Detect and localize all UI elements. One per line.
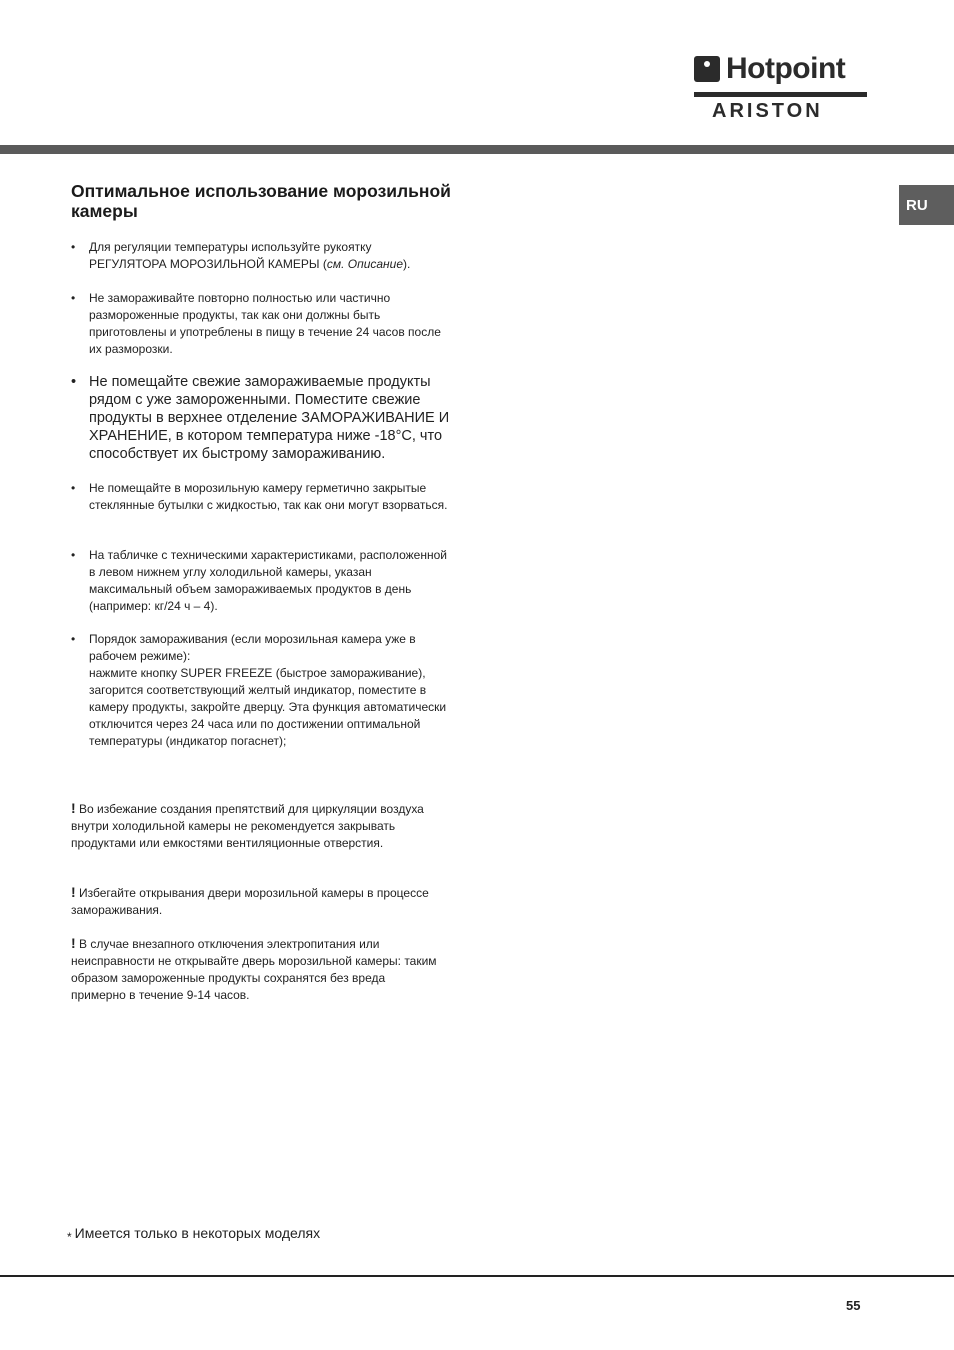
bullet-text: На табличке с техническими характеристиками, расположенной в левом нижнем углу холодильной камеры, указан максимальный объем замораживаемых продуктов в день (например: кг/24 ч – 4).: [89, 548, 447, 613]
note-text: В случае внезапного отключения электропитания или неисправности не открывайте дверь морозильной камеры: таким образом замороженные продукты сохранятся без вреда примерно в течение 9-14 часов.: [71, 937, 437, 1002]
bullet-text-tail: ).: [403, 257, 411, 271]
footnote: [67, 1224, 320, 1246]
list-item: [71, 631, 451, 750]
exclamation-icon: !: [71, 800, 76, 816]
exclamation-icon: !: [71, 884, 76, 900]
warning-note: [71, 800, 441, 852]
language-tab: RU: [899, 185, 954, 225]
note-text: Во избежание создания препятствий для циркуляции воздуха внутри холодильной камеры не рекомендуется закрывать продуктами или емкостями вентиляционные отверстия.: [71, 802, 424, 850]
list-item: [71, 239, 451, 273]
reference-italic: см. Описание: [326, 257, 404, 271]
bullet-text: Не помещайте свежие замораживаемые продукты рядом с уже замороженными. Поместите свежие продукты в верхнее отделение ЗАМОРАЖИВАНИЕ И ХРАНЕНИЕ, в котором температура ниже -18°C, что способствует их быстрому замораживанию.: [89, 374, 450, 462]
bullet-text: Не замораживайте повторно полностью или частично размороженные продукты, так как они должны быть приготовлены и употреблены в пищу в течение 24 часов после их разморозки.: [89, 291, 441, 356]
logo-wordmark: Hotpoint: [726, 52, 846, 85]
brand-logo: [694, 52, 868, 124]
warning-note: [71, 884, 441, 919]
bullet-marker: •: [71, 481, 76, 495]
bullet-text: нажмите кнопку SUPER FREEZE (быстрое замораживание), загорится соответствующий желтый индикатор, поместите в камеру продукты, закройте дверцу. Эта функция автоматически отключится через 24 часа или по достижении оптимальной температуры (индикатор погаснет);: [89, 666, 447, 748]
bullet-text: Порядок замораживания (если морозильная камера уже в рабочем режиме):: [89, 632, 416, 663]
footnote-text: Имеется только в некоторых моделях: [74, 1225, 321, 1241]
bullet-marker: •: [71, 632, 76, 646]
warning-note: [71, 935, 441, 1004]
note-text: Избегайте открывания двери морозильной камеры в процессе замораживания.: [71, 886, 429, 917]
bullet-marker: •: [71, 548, 76, 562]
page-number: 55: [846, 1298, 861, 1313]
asterisk-icon: *: [67, 1230, 72, 1244]
logo-mark-icon: [694, 56, 720, 82]
header-bar: [0, 145, 954, 154]
bullet-marker: •: [71, 374, 77, 390]
footer-rule: [0, 1275, 954, 1277]
exclamation-icon: !: [71, 935, 76, 951]
bullet-text: Не помещайте в морозильную камеру герметично закрытые стеклянные бутылки с жидкостью, так как они могут взорваться.: [89, 481, 448, 512]
list-item: [71, 480, 451, 514]
bullet-marker: •: [71, 291, 76, 305]
list-item: [71, 373, 451, 463]
logo-subtitle: ARISTON: [712, 100, 823, 122]
bullet-text-line: Для регуляции температуры используйте рукоятку: [89, 240, 372, 254]
bullet-text-line: РЕГУЛЯТОРА МОРОЗИЛЬНОЙ КАМЕРЫ (: [89, 257, 327, 271]
bullet-marker: •: [71, 240, 76, 254]
section-heading: Оптимальное использование морозильной камеры: [71, 181, 451, 221]
list-item: [71, 290, 451, 358]
logo-rule: [694, 92, 867, 97]
list-item: [71, 547, 451, 615]
